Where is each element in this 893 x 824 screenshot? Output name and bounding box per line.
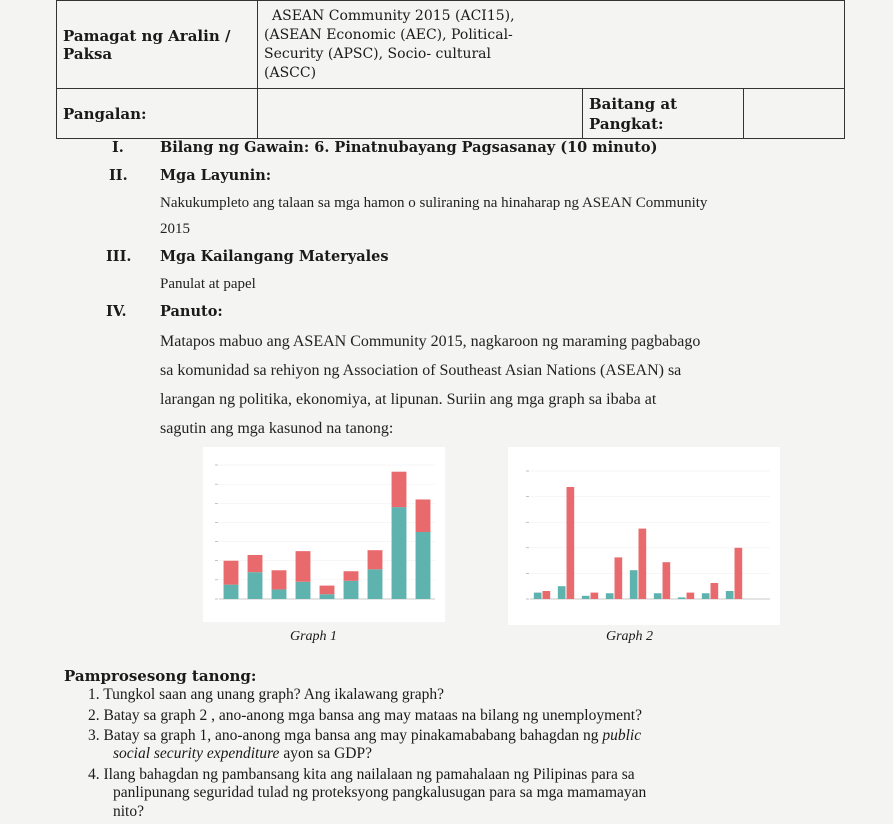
section-3-title: Mga Kailangang Materyales [160, 248, 389, 265]
bar [687, 593, 695, 599]
bar [543, 591, 551, 599]
bar-segment [248, 572, 263, 599]
question-3-continued [113, 745, 372, 763]
bar [582, 596, 590, 599]
graph-2-caption: Graph 2 [606, 629, 654, 644]
topic-value [258, 1, 845, 89]
question-4-line-3: nito? [113, 803, 144, 820]
bar-segment [368, 569, 383, 599]
instruction-line: sa komunidad sa rehiyon ng Association of Southeast Asian Nations (ASEAN) sa [160, 362, 682, 379]
section-3-number: III. [106, 248, 132, 265]
question-3 [88, 727, 641, 745]
question-4-line-2: panlipunang seguridad tulad ng proteksyong pangkalusugan para sa mga mamamayan [113, 784, 647, 801]
grade-label: Baitang at Pangkat: [583, 89, 744, 139]
graph-1-caption: Graph 1 [290, 629, 338, 644]
bar-segment [248, 555, 263, 572]
question-3-emphasis: public [602, 727, 642, 744]
section-4-title: Panuto: [160, 303, 223, 320]
question-4: 4. Ilang bahagdan ng pambansang kita ang nailalaan ng pamahalaan ng Pilipinas para sa [88, 766, 635, 783]
bar-segment [344, 571, 359, 581]
section-2-title: Mga Layunin: [160, 167, 272, 184]
section-2-text: Nakukumpleto ang talaan sa mga hamon o suliraning na hinaharap ng ASEAN Community [160, 195, 708, 211]
bar [678, 597, 686, 599]
bar-segment [224, 585, 239, 599]
bar [615, 557, 623, 599]
bar-segment [344, 581, 359, 599]
bar [735, 548, 743, 599]
bar [702, 593, 710, 599]
topic-line: (ASEAN Economic (AEC), Political- [264, 26, 513, 43]
bar-segment [416, 499, 431, 532]
bar [726, 591, 734, 599]
section-2-number: II. [109, 167, 128, 184]
bar-segment [368, 550, 383, 569]
question-2: 2. Batay sa graph 2 , ano-anong mga bansa ang may mataas na bilang ng unemployment? [88, 707, 642, 724]
bar [606, 593, 614, 599]
bar [534, 593, 542, 599]
graph-2-chart [508, 447, 780, 625]
bar [567, 487, 575, 599]
bar-segment [392, 507, 407, 599]
bar [663, 562, 671, 599]
section-1-number: I. [112, 139, 124, 156]
section-4-number: IV. [106, 303, 127, 320]
bar-segment [392, 472, 407, 507]
instructions-paragraph [160, 327, 860, 443]
bar-segment [224, 561, 239, 585]
topic-label: Pamagat ng Aralin / Paksa [57, 1, 258, 89]
bar [630, 570, 638, 599]
bar-segment [296, 551, 311, 582]
question-3-text: 3. Batay sa graph 1, ano-anong mga bansa ang may pinakamababang bahagdan ng [88, 727, 603, 744]
bar-segment [272, 570, 287, 589]
grade-field[interactable] [744, 89, 845, 139]
bar [711, 583, 719, 599]
instruction-line: Matapos mabuo ang ASEAN Community 2015, nagkaroon ng maraming pagbabago [160, 333, 701, 350]
section-3-text: Panulat at papel [160, 276, 256, 292]
bar [654, 593, 662, 599]
instruction-line: larangan ng politika, ekonomiya, at lipunan. Suriin ang mga graph sa ibaba at [160, 391, 657, 408]
name-field[interactable] [258, 89, 583, 139]
graph-1-image [203, 447, 445, 622]
graph-2-image [508, 447, 780, 625]
section-1-title: Bilang ng Gawain: 6. Pinatnubayang Pagsasanay (10 minuto) [160, 139, 658, 156]
question-3-text: ayon sa GDP? [279, 745, 372, 762]
topic-line: (ASCC) [264, 64, 317, 81]
bar-segment [320, 594, 335, 599]
bar [591, 593, 599, 599]
bar-segment [320, 586, 335, 595]
bar-segment [416, 532, 431, 599]
question-1: 1. Tungkol saan ang unang graph? Ang ikalawang graph? [88, 686, 445, 703]
name-label: Pangalan: [57, 89, 258, 139]
topic-line: ASEAN Community 2015 (ACI15), [272, 7, 515, 24]
questions-heading: Pamprosesong tanong: [64, 667, 257, 685]
bar [558, 586, 566, 599]
graph-1-chart [203, 447, 445, 622]
bar [639, 529, 647, 599]
question-3-emphasis: social security expenditure [113, 745, 280, 762]
instruction-line: sagutin ang mga kasunod na tanong: [160, 420, 394, 437]
bar-segment [296, 582, 311, 599]
section-2-text: 2015 [160, 221, 190, 237]
lesson-header-table [56, 0, 845, 139]
bar-segment [272, 589, 287, 599]
topic-line: Security (APSC), Socio- cultural [264, 45, 491, 62]
